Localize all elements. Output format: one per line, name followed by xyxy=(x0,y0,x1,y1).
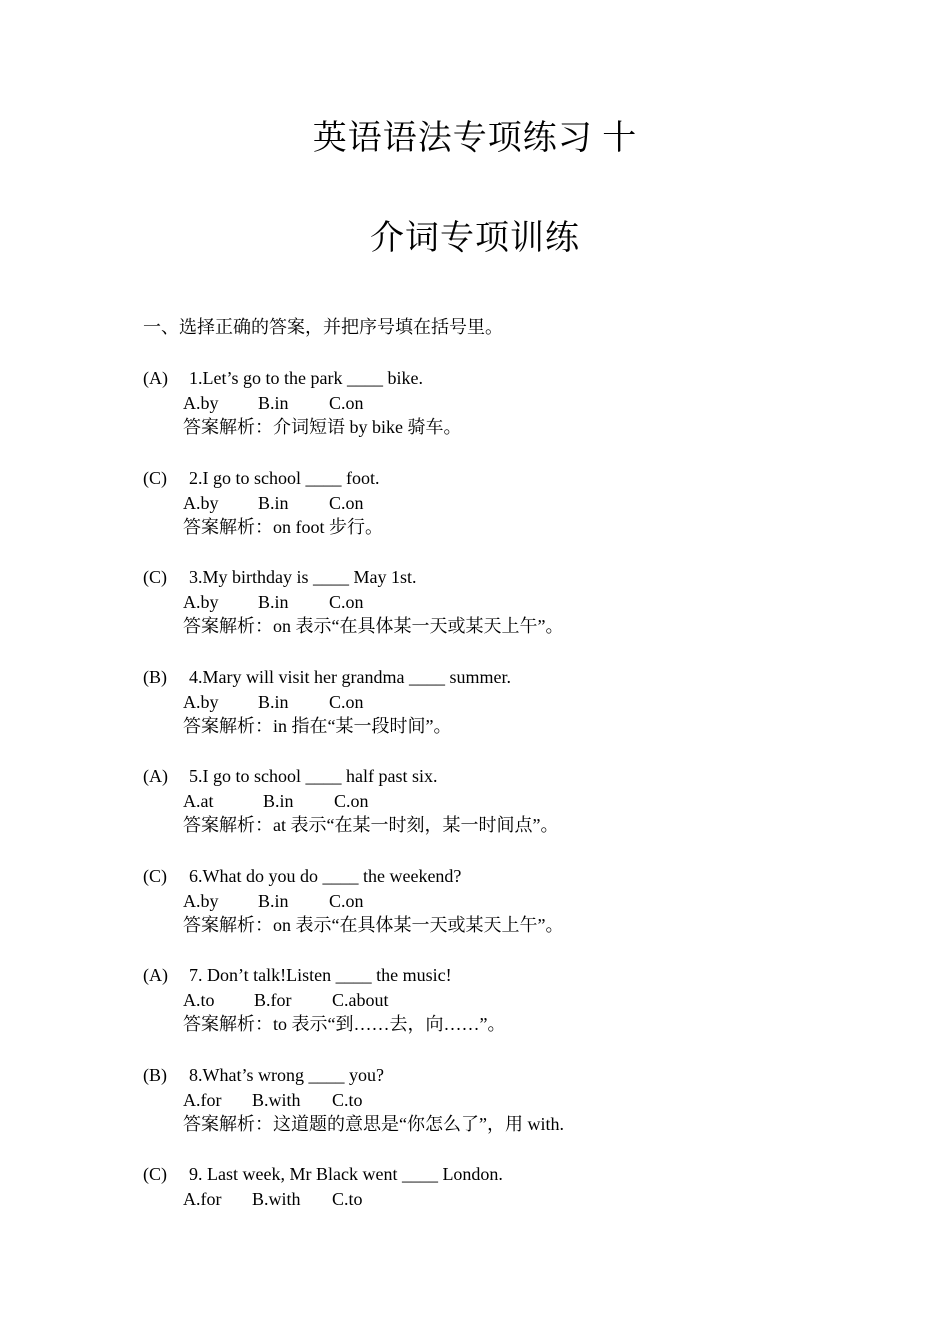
section-heading: 一、选择正确的答案，并把序号填在括号里。 xyxy=(143,317,503,337)
question-stem: 1.Let’s go to the park ____ bike. xyxy=(189,368,423,388)
question-line xyxy=(143,764,558,789)
question-item xyxy=(143,665,511,739)
option-a: A.for xyxy=(183,1089,222,1110)
question-line xyxy=(143,466,383,491)
question-item xyxy=(143,1162,503,1211)
option-row xyxy=(143,988,505,1013)
question-item xyxy=(143,466,383,540)
answer-mark: (B) xyxy=(143,667,167,687)
question-line xyxy=(143,366,462,391)
answer-explanation: 答案解析：on foot 步行。 xyxy=(183,517,383,537)
question-line xyxy=(143,665,511,690)
option-b: B.in xyxy=(258,392,289,413)
option-c: C.on xyxy=(329,591,364,612)
option-row xyxy=(143,1187,503,1212)
option-a: A.by xyxy=(183,591,219,612)
question-line xyxy=(143,565,563,590)
answer-mark: (C) xyxy=(143,866,167,886)
option-row xyxy=(143,590,563,615)
option-b: B.in xyxy=(263,790,294,811)
question-stem: 8.What’s wrong ____ you? xyxy=(189,1065,384,1085)
option-b: B.with xyxy=(252,1089,301,1110)
answer-mark: (A) xyxy=(143,965,168,985)
answer-mark: (C) xyxy=(143,567,167,587)
option-c: C.on xyxy=(334,790,369,811)
option-b: B.in xyxy=(258,492,289,513)
option-a: A.at xyxy=(183,790,214,811)
option-c: C.on xyxy=(329,890,364,911)
option-c: C.on xyxy=(329,492,364,513)
question-item xyxy=(143,366,462,440)
question-item xyxy=(143,764,558,838)
option-a: A.by xyxy=(183,492,219,513)
option-a: A.for xyxy=(183,1188,222,1209)
question-item xyxy=(143,565,563,639)
question-item xyxy=(143,864,563,938)
option-b: B.in xyxy=(258,890,289,911)
question-item xyxy=(143,1063,564,1137)
answer-mark: (A) xyxy=(143,766,168,786)
option-c: C.to xyxy=(332,1188,363,1209)
page-title: 英语语法专项练习 十 xyxy=(312,120,638,157)
option-c: C.about xyxy=(332,989,389,1010)
option-a: A.by xyxy=(183,691,219,712)
option-b: B.in xyxy=(258,691,289,712)
question-item xyxy=(143,963,505,1037)
answer-explanation: 答案解析：at 表示“在某一时刻，某一时间点”。 xyxy=(183,815,559,835)
option-row xyxy=(143,1088,564,1113)
question-stem: 6.What do you do ____ the weekend? xyxy=(189,866,462,886)
option-row xyxy=(143,391,462,416)
question-stem: 4.Mary will visit her grandma ____ summer. xyxy=(189,667,511,687)
option-row xyxy=(143,690,511,715)
page-subtitle: 介词专项训练 xyxy=(370,220,580,257)
question-stem: 3.My birthday is ____ May 1st. xyxy=(189,567,417,587)
question-stem: 5.I go to school ____ half past six. xyxy=(189,766,438,786)
answer-explanation: 答案解析：这道题的意思是“你怎么了”，用 with. xyxy=(183,1114,564,1134)
answer-explanation: 答案解析：in 指在“某一段时间”。 xyxy=(183,716,452,736)
option-a: A.by xyxy=(183,890,219,911)
option-row xyxy=(143,789,558,814)
answer-explanation: 答案解析：on 表示“在具体某一天或某天上午”。 xyxy=(183,915,564,935)
answer-explanation: 答案解析：to 表示“到……去，向……”。 xyxy=(183,1014,506,1034)
option-c: C.on xyxy=(329,392,364,413)
answer-mark: (C) xyxy=(143,1164,167,1184)
answer-explanation: 答案解析：介词短语 by bike 骑车。 xyxy=(183,417,462,437)
option-b: B.for xyxy=(254,989,292,1010)
option-c: C.on xyxy=(329,691,364,712)
question-stem: 9. Last week, Mr Black went ____ London. xyxy=(189,1164,503,1184)
question-line xyxy=(143,864,563,889)
answer-mark: (A) xyxy=(143,368,168,388)
option-b: B.with xyxy=(252,1188,301,1209)
question-line xyxy=(143,963,505,988)
answer-explanation: 答案解析：on 表示“在具体某一天或某天上午”。 xyxy=(183,616,564,636)
question-line xyxy=(143,1162,503,1187)
option-row xyxy=(143,491,383,516)
option-row xyxy=(143,889,563,914)
question-stem: 7. Don’t talk!Listen ____ the music! xyxy=(189,965,452,985)
option-b: B.in xyxy=(258,591,289,612)
option-a: A.by xyxy=(183,392,219,413)
question-line xyxy=(143,1063,564,1088)
option-c: C.to xyxy=(332,1089,363,1110)
answer-mark: (B) xyxy=(143,1065,167,1085)
option-a: A.to xyxy=(183,989,215,1010)
question-stem: 2.I go to school ____ foot. xyxy=(189,468,380,488)
answer-mark: (C) xyxy=(143,468,167,488)
